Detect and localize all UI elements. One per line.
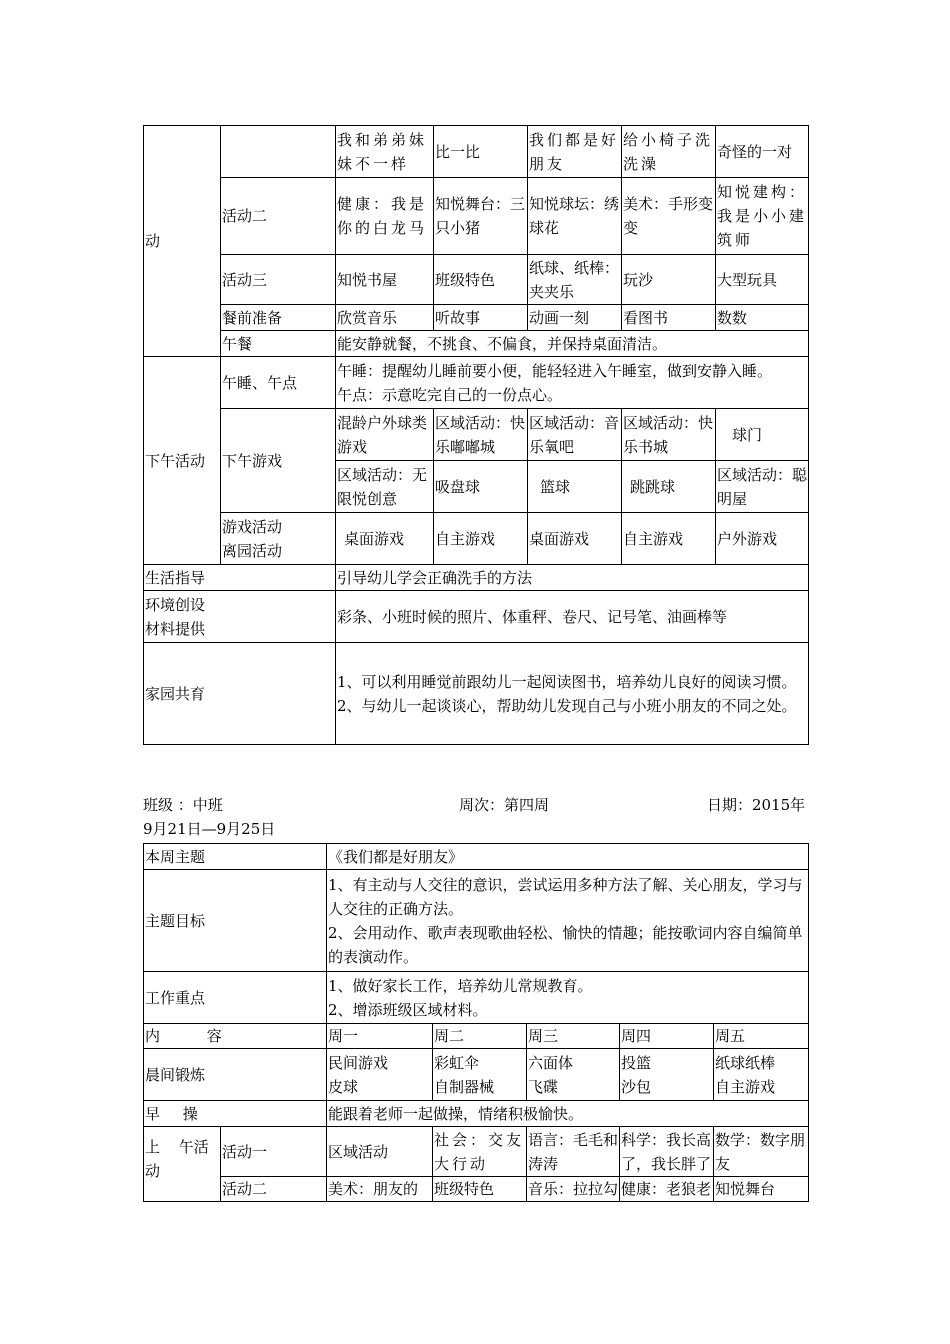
lunch-label: 午餐 xyxy=(221,331,336,357)
games-r2-c1: 区域活动：无限悦创意 xyxy=(336,461,434,513)
lunch-text: 能安静就餐，不挑食、不偏食，并保持桌面清洁。 xyxy=(336,331,809,357)
day-fri: 周五 xyxy=(714,1024,809,1049)
activity1-thu: 给小椅子洗洗澡 xyxy=(622,126,716,178)
day-wed: 周三 xyxy=(527,1024,620,1049)
morning-exercise-mon-2: 皮球 xyxy=(328,1077,359,1096)
prep-tue: 听故事 xyxy=(434,305,528,331)
activity2-mon: 健康：我是你的白龙马 xyxy=(336,178,434,255)
nap-label: 午睡、午点 xyxy=(221,357,336,409)
activity3-fri: 大型玩具 xyxy=(716,255,809,305)
day-thu: 周四 xyxy=(620,1024,714,1049)
games-r1-c4: 区域活动：快乐书城 xyxy=(622,409,716,461)
nap-line-2: 午点：示意吃完自己的一份点心。 xyxy=(337,385,563,404)
leave-tue: 自主游戏 xyxy=(434,513,528,565)
date-range: 9月21日—9月25日 xyxy=(143,820,276,838)
nap-line-1: 午睡：提醒幼儿睡前要小便，能轻轻进入午睡室，做到安静入睡。 xyxy=(337,361,773,380)
leave-label-line-2: 离园活动 xyxy=(222,541,283,560)
activity3-wed: 纸球、纸棒：夹夹乐 xyxy=(528,255,622,305)
prep-mon: 欣赏音乐 xyxy=(336,305,434,331)
prep-label: 餐前准备 xyxy=(221,305,336,331)
home-school-line-2: 2、与幼儿一起谈谈心，帮助幼儿发现自己与小班小朋友的不同之处。 xyxy=(337,696,797,715)
morning-exercise-wed xyxy=(527,1049,620,1101)
focus-line-2: 2、增添班级区域材料。 xyxy=(328,1000,488,1019)
games-r1-c1: 混龄户外球类游戏 xyxy=(336,409,434,461)
environment-text: 彩条、小班时候的照片、体重秤、卷尺、记号笔、油画棒等 xyxy=(336,591,809,643)
activity2-label: 活动二 xyxy=(221,178,336,255)
leave-mon: 桌面游戏 xyxy=(336,513,434,565)
activity3-mon: 知悦书屋 xyxy=(336,255,434,305)
environment-label-line-2: 材料提供 xyxy=(145,619,206,638)
t2-activity2-mon: 美术：朋友的 xyxy=(327,1177,433,1202)
day-mon: 周一 xyxy=(327,1024,433,1049)
t2-activity1-thu: 科学：我长高了，我长胖了 xyxy=(620,1127,714,1177)
t2-activity2-label: 活动二 xyxy=(221,1177,327,1202)
morning-exercise-thu xyxy=(620,1049,714,1101)
life-guidance-label: 生活指导 xyxy=(144,565,336,591)
goals-text xyxy=(327,870,809,972)
morning-exercise-tue xyxy=(433,1049,527,1101)
afternoon-games-label: 下午游戏 xyxy=(221,409,336,513)
activity3-thu: 玩沙 xyxy=(622,255,716,305)
games-r2-c4: 跳跳球 xyxy=(622,461,716,513)
morning-exercise-thu-2: 沙包 xyxy=(621,1077,652,1096)
early-exercise-label: 早 操 xyxy=(144,1101,327,1127)
activity3-tue: 班级特色 xyxy=(434,255,528,305)
goals-line-1: 1、有主动与人交往的意识，尝试运用多种方法了解、关心朋友，学习与人交往的正确方法。 xyxy=(328,875,803,918)
activity2-fri: 知悦建构：我是小小建筑师 xyxy=(716,178,809,255)
morning-exercise-tue-1: 彩虹伞 xyxy=(434,1053,480,1072)
early-exercise-text: 能跟着老师一起做操，情绪积极愉快。 xyxy=(327,1101,809,1127)
prep-thu: 看图书 xyxy=(622,305,716,331)
activity2-tue: 知悦舞台：三只小猪 xyxy=(434,178,528,255)
t2-activity1-label: 活动一 xyxy=(221,1127,327,1177)
activity3-label: 活动三 xyxy=(221,255,336,305)
t2-activity1-tue: 社会：交友大行动 xyxy=(433,1127,527,1177)
morning-exercise-mon xyxy=(327,1049,433,1101)
games-r1-c2: 区域活动：快乐嘟嘟城 xyxy=(434,409,528,461)
activity1-tue: 比一比 xyxy=(434,126,528,178)
prep-wed: 动画一刻 xyxy=(528,305,622,331)
group-label-activity: 动 xyxy=(144,126,221,357)
leave-wed: 桌面游戏 xyxy=(528,513,622,565)
focus-line-1: 1、做好家长工作，培养幼儿常规教育。 xyxy=(328,976,593,995)
activity2-wed: 知悦球坛：绣球花 xyxy=(528,178,622,255)
content-label: 内 容 xyxy=(144,1024,327,1049)
morning-exercise-wed-1: 六面体 xyxy=(528,1053,574,1072)
games-r2-c3: 篮球 xyxy=(528,461,622,513)
t2-activity1-wed: 语言：毛毛和涛涛 xyxy=(527,1127,620,1177)
morning-exercise-fri-2: 自主游戏 xyxy=(715,1077,776,1096)
focus-text xyxy=(327,972,809,1024)
focus-label: 工作重点 xyxy=(144,972,327,1024)
activity1-wed: 我们都是好朋友 xyxy=(528,126,622,178)
goals-label: 主题目标 xyxy=(144,870,327,972)
leave-fri: 户外游戏 xyxy=(716,513,809,565)
t2-activity2-wed: 音乐：拉拉勾 xyxy=(527,1177,620,1202)
theme-text: 《我们都是好朋友》 xyxy=(327,844,809,870)
date-label: 日期：2015年 xyxy=(707,796,806,814)
class-label: 班级 ：中班 xyxy=(143,796,223,814)
home-school-text xyxy=(336,643,809,745)
activity2-thu: 美术：手形变变 xyxy=(622,178,716,255)
activity1-label xyxy=(221,126,336,178)
leave-label-line-1: 游戏活动 xyxy=(222,517,283,536)
t2-activity2-tue: 班级特色 xyxy=(433,1177,527,1202)
goals-line-2: 2、会用动作、歌声表现歌曲轻松、愉快的情趣；能按歌词内容自编简单的表演动作。 xyxy=(328,923,803,966)
group-label-morning: 上 午活动 xyxy=(144,1127,221,1202)
group-label-afternoon: 下午活动 xyxy=(144,357,221,565)
environment-label-line-1: 环境创设 xyxy=(145,595,206,614)
morning-exercise-fri-1: 纸球纸棒 xyxy=(715,1053,776,1072)
nap-text xyxy=(336,357,809,409)
morning-exercise-fri xyxy=(714,1049,809,1101)
activity1-mon: 我和弟弟妹妹不一样 xyxy=(336,126,434,178)
t2-activity1-fri: 数学：数字朋友 xyxy=(714,1127,809,1177)
home-school-line-1: 1、可以利用睡觉前跟幼儿一起阅读图书，培养幼儿良好的阅读习惯。 xyxy=(337,672,797,691)
weekly-plan-table-continued xyxy=(143,125,809,745)
home-school-label: 家园共育 xyxy=(144,643,336,745)
morning-exercise-thu-1: 投篮 xyxy=(621,1053,652,1072)
morning-exercise-wed-2: 飞碟 xyxy=(528,1077,559,1096)
environment-label xyxy=(144,591,336,643)
life-guidance-text: 引导幼儿学会正确洗手的方法 xyxy=(336,565,809,591)
games-r2-c2: 吸盘球 xyxy=(434,461,528,513)
leave-label xyxy=(221,513,336,565)
games-r1-c3: 区域活动：音乐氧吧 xyxy=(528,409,622,461)
morning-exercise-mon-1: 民间游戏 xyxy=(328,1053,389,1072)
weekly-plan-table-week4 xyxy=(143,843,809,1202)
day-tue: 周二 xyxy=(433,1024,527,1049)
games-r2-c5: 区域活动：聪明屋 xyxy=(716,461,809,513)
week-label: 周次：第四周 xyxy=(459,796,550,814)
prep-fri: 数数 xyxy=(716,305,809,331)
t2-activity2-fri: 知悦舞台 xyxy=(714,1177,809,1202)
leave-thu: 自主游戏 xyxy=(622,513,716,565)
t2-activity2-thu: 健康：老狼老 xyxy=(620,1177,714,1202)
morning-exercise-label: 晨间锻炼 xyxy=(144,1049,327,1101)
theme-label: 本周主题 xyxy=(144,844,327,870)
activity1-fri: 奇怪的一对 xyxy=(716,126,809,178)
games-r1-c5: 球门 xyxy=(716,409,809,461)
t2-activity1-mon: 区域活动 xyxy=(327,1127,433,1177)
morning-exercise-tue-2: 自制器械 xyxy=(434,1077,495,1096)
